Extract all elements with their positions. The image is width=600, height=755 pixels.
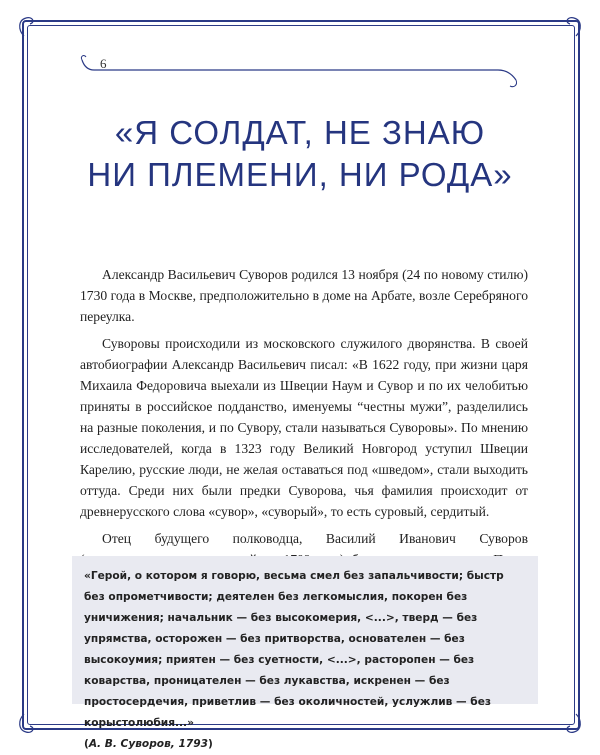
corner-ornament-bottom-left — [10, 712, 40, 742]
header-ornament — [70, 52, 530, 92]
quote-text: «Герой, о котором я говорю, весьма смел без запальчивости; быстр без опрометчивости; деятелен без легкомыслия, покорен без уничижения; начальник — без высокомерия, <...>, тверд — без упрямства, осторожен — без притворства, основателен — без высокоумия; приятен — без суетности, <...>, расторопен — без коварства, проницателен — без лукавства, искренен — без простосердечия, приветлив — без околичностей, услужлив — без корыстолюбия...» — [84, 570, 504, 729]
corner-ornament-bottom-right — [560, 712, 590, 742]
quote-author: А. В. Суворов, — [88, 738, 175, 750]
body-text — [80, 264, 528, 597]
paragraph: Суворовы происходили из московского служилого дворянства. В своей автобиографии Александр Васильевич писал: «В 1622 году, при жизни царя Михаила Федоровича выехали из Швеции Наум и Сувор и по их челобитью приняты в российское подданство, именуемы “честны мужи”, разделились на разные поколения, и по Сувору, стали называться Суворовы». По мнению исследователей, когда в 1323 году Великий Новгород уступил Швеции Карелию, русские люди, не желая оставаться под «шведом», стали выходить оттуда. Среди них были предки Суворова, чья фамилия происходит от древнерусского слова «сувор», «суворый», то есть суровый, сердитый. — [80, 336, 528, 519]
quote-attribution: (А. В. Суворов, 1793) — [84, 738, 213, 750]
quote-box — [72, 556, 538, 750]
chapter-title-line-1: «Я СОЛДАТ, НЕ ЗНАЮ — [114, 114, 486, 151]
corner-ornament-top-left — [10, 8, 40, 38]
page-number: 6 — [100, 56, 107, 71]
paragraph: Александр Васильевич Суворов родился 13 ноября (24 по новому стилю) 1730 года в Москве, предположительно в доме на Арбате, возле Серебряного переулка. — [80, 267, 528, 324]
paragraph: Отец будущего полководца, Василий Иванович Суворов — [102, 531, 528, 546]
quote-year: 1793 — [178, 738, 208, 750]
corner-ornament-top-right — [560, 8, 590, 38]
chapter-title-line-2: НИ ПЛЕМЕНИ, НИ РОДА» — [87, 156, 513, 193]
